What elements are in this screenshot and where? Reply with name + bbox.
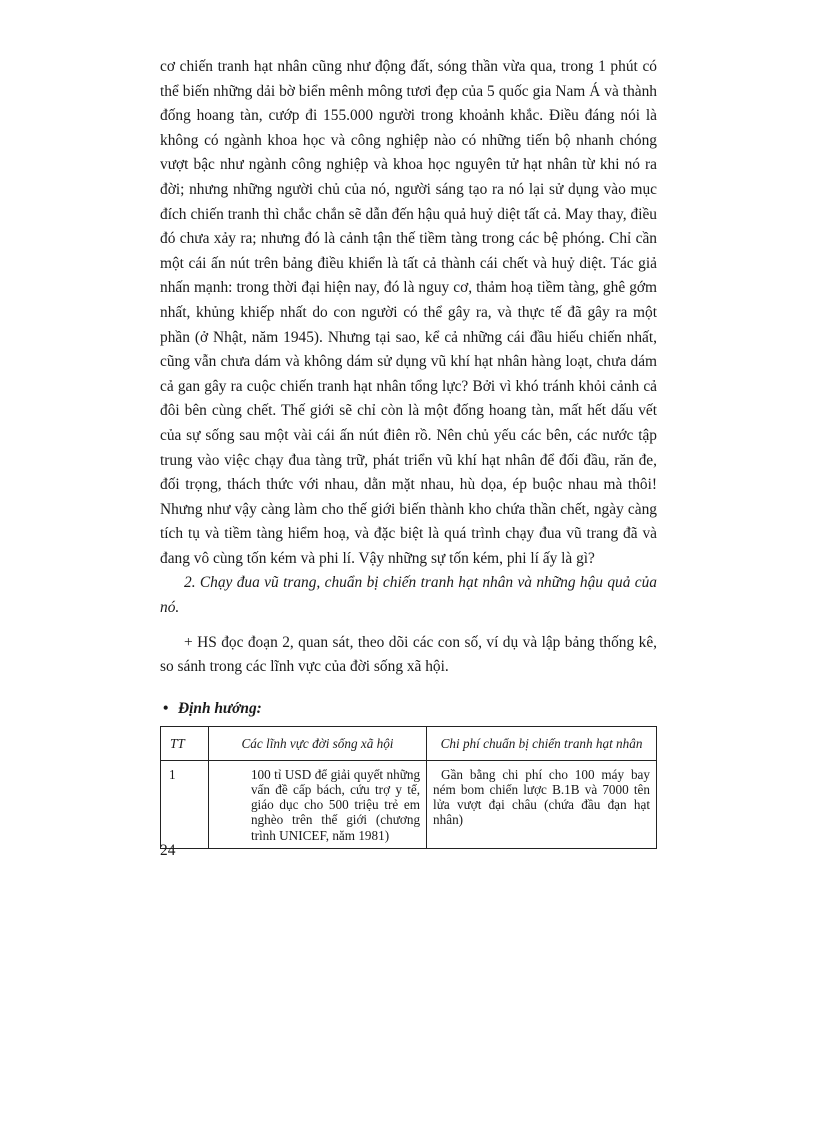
cell-social-field: 100 tỉ USD để giải quyết những vấn đề cấp bách, cứu trợ y tế, giáo dục cho 500 triệu trẻ em nghèo trên thế giới (chương trình UNICEF, năm 1981) — [208, 760, 426, 848]
cell-war-cost — [427, 760, 657, 848]
cell-tt: 1 — [161, 760, 209, 848]
table-header-row — [161, 726, 657, 760]
table-row — [161, 760, 657, 848]
guidance-bullet — [160, 698, 657, 720]
main-paragraph: cơ chiến tranh hạt nhân cũng như động đất, sóng thần vừa qua, trong 1 phút có thể biến những dải bờ biển mênh mông tươi đẹp của 5 quốc gia Nam Á và thành đống hoang tàn, cướp đi 155.000 người trong khoảnh khắc. Điều đáng nói là không có ngành khoa học và công nghiệp nào có những tiến bộ nhanh chóng vượt bậc như ngành công nghiệp và khoa học nguyên tử hạt nhân từ khi nó ra đời; nhưng những người chủ của nó, người sáng tạo ra nó lại sử dụng vào mục đích chiến tranh thì chắc chắn sẽ dẫn đến hậu quả huỷ diệt tất cả. May thay, điều đó chưa xảy ra; nhưng đó là cảnh tận thế tiềm tàng trong các bệ phóng. Chỉ cần một cái ấn nút trên bảng điều khiển là tất cả thành cái chết và huỷ diệt. Tác giả nhấn mạnh: trong thời đại hiện nay, đó là nguy cơ, thảm hoạ tiềm tàng, ghê gớm nhất, khủng khiếp nhất do con người có thể gây ra, và thực tế đã gây ra một phần (ở Nhật, năm 1945). Nhưng tại sao, kể cả những cái đầu hiếu chiến nhất, cũng vẫn chưa dám và không dám sử dụng vũ khí hạt nhân hàng loạt, chưa dám cả gan gây ra cuộc chiến tranh hạt nhân tổng lực? Bởi vì khó tránh khỏi cảnh cả đôi bên cùng chết. Thế giới sẽ chỉ còn là một đống hoang tàn, mất hết dấu vết của sự sống sau một vài cái ấn nút điên rồ. Nên chủ yếu các bên, các nước tập trung vào việc chạy đua tàng trữ, phát triển vũ khí hạt nhân để đối đầu, răn đe, đối trọng, thách thức với nhau, dằn mặt nhau, hù dọa, ép buộc nhau mà thôi! Nhưng như vậy càng làm cho thế giới biến thành kho chứa thần chết, ngày càng tích tụ và tiềm tàng hiểm hoạ, và đặc biệt là quá trình chạy đua vũ trang đã và đang vô cùng tốn kém và phi lí. Vậy những sự tốn kém, phi lí ấy là gì? — [160, 58, 657, 567]
header-social-fields: Các lĩnh vực đời sống xã hội — [208, 726, 426, 760]
page-content — [160, 55, 657, 849]
comparison-table — [160, 726, 657, 849]
guidance-label: Định hướng: — [178, 699, 262, 717]
section-heading: 2. Chạy đua vũ trang, chuẩn bị chiến tranh hạt nhân và những hậu quả của nó. — [160, 574, 657, 617]
header-war-cost: Chi phí chuẩn bị chiến tranh hạt nhân — [427, 726, 657, 760]
page-number: 24 — [160, 842, 176, 859]
task-paragraph: + HS đọc đoạn 2, quan sát, theo dõi các con số, ví dụ và lập bảng thống kê, so sánh trong các lĩnh vực của đời sống xã hội. — [160, 633, 657, 676]
cell-war-cost-text: Gần bằng chi phí cho 100 máy bay ném bom chiến lược B.1B và 7000 tên lửa vượt đại châu (chứa đầu đạn hạt nhân) — [433, 766, 650, 828]
header-tt: TT — [161, 726, 209, 760]
bullet-icon: • — [163, 699, 169, 717]
